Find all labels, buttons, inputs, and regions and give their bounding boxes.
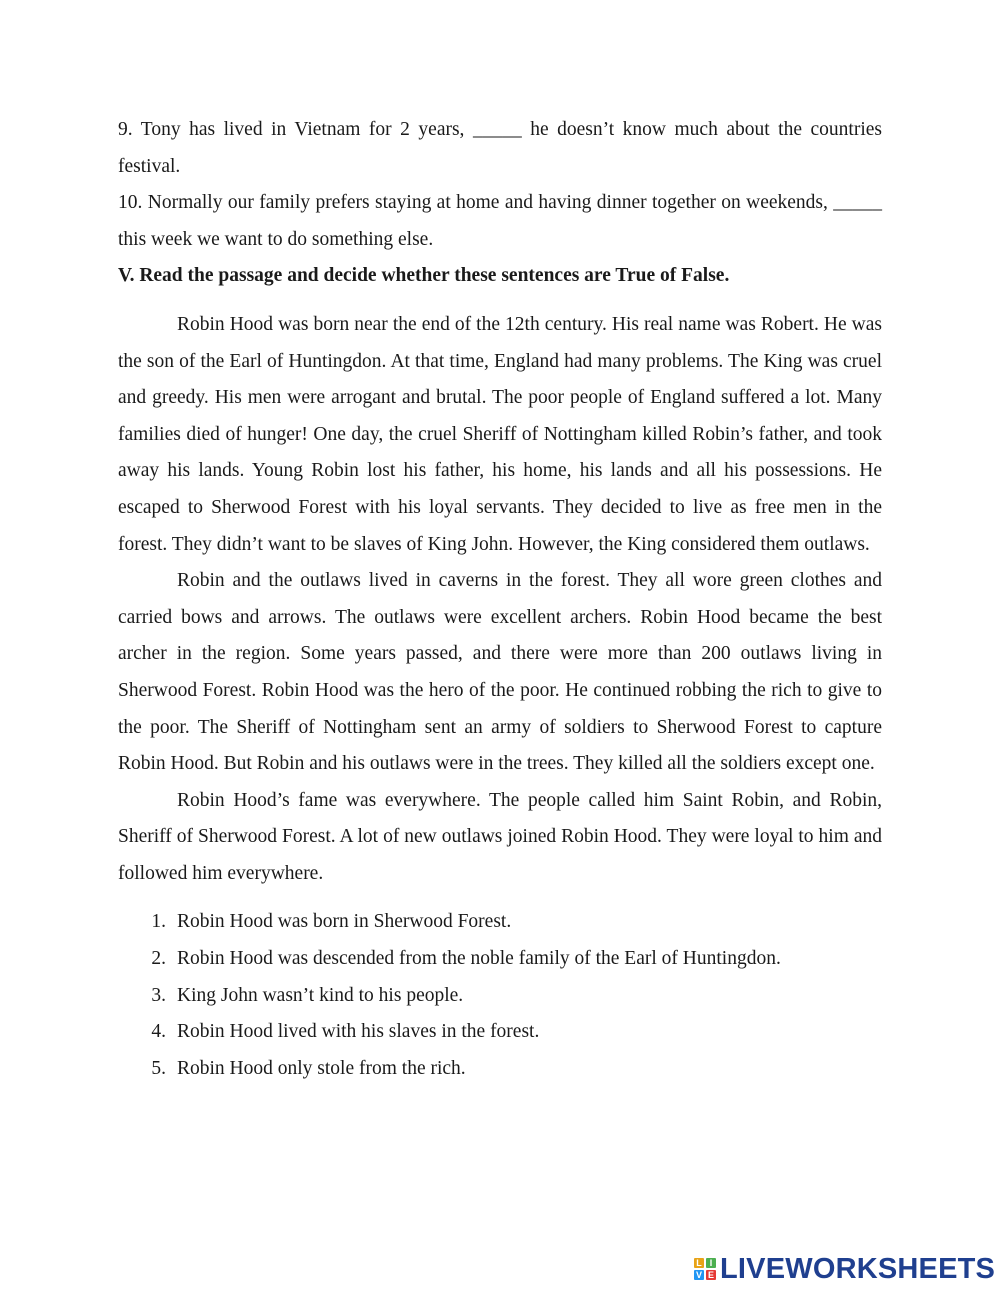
statement-text: Robin Hood was descended from the noble family of the Earl of Huntingdon. (177, 948, 781, 970)
logo-mark-icon (694, 1258, 716, 1280)
exercise-item-10: 10. Normally our family prefers staying at home and having dinner together on weekends, _____ this week we want to do something else. (118, 192, 882, 250)
statement-number: 5. (151, 1057, 166, 1079)
passage-paragraph-1: Robin Hood was born near the end of the 12th century. His real name was Robert. He was the son of the Earl of Huntingdon. At that time, England had many problems. The King was cruel and greedy. His men were arrogant and brutal. The poor people of England suffered a lot. Many families died of hunger! One day, the cruel Sheriff of Nottingham killed Robin’s father, and took away his lands. Young Robin lost his father, his home, his lands and all his possessions. He escaped to Sherwood Forest with his loyal servants. They decided to live as free men in the forest. They didn’t want to be slaves of King John. However, the King considered them outlaws. (118, 313, 882, 555)
section-v-heading: V. Read the passage and decide whether these sentences are True of False. (118, 265, 730, 287)
logo-wordmark: LIVEWORKSHEETS (720, 1252, 996, 1285)
statement-number: 4. (151, 1021, 166, 1043)
liveworksheets-logo (694, 1254, 995, 1284)
logo-letter: I (706, 1258, 716, 1268)
statement-2 (118, 941, 882, 978)
true-false-statements (118, 904, 882, 1087)
statement-5 (118, 1051, 882, 1088)
passage-paragraph-3: Robin Hood’s fame was everywhere. The people called him Saint Robin, and Robin, Sheriff of Sherwood Forest. A lot of new outlaws joined Robin Hood. They were loyal to him and followed him everywhere. (118, 789, 882, 884)
passage-paragraph-2: Robin and the outlaws lived in caverns in the forest. They all wore green clothes and carried bows and arrows. The outlaws were excellent archers. Robin Hood became the best archer in the region. Some years passed, and there were more than 200 outlaws living in Sherwood Forest. Robin Hood was the hero of the poor. He continued robbing the rich to give to the poor. The Sheriff of Nottingham sent an army of soldiers to Sherwood Forest to capture Robin Hood. But Robin and his outlaws were in the trees. They killed all the soldiers except one. (118, 570, 882, 775)
exercise-item-9: 9. Tony has lived in Vietnam for 2 years, _____ he doesn’t know much about the countries festival. (118, 119, 882, 177)
logo-letter: L (694, 1258, 704, 1268)
statement-text: King John wasn’t kind to his people. (177, 984, 464, 1006)
statement-3 (118, 978, 882, 1015)
worksheet-page (118, 112, 882, 1087)
statement-number: 1. (151, 911, 166, 933)
statement-4 (118, 1014, 882, 1051)
statement-1 (118, 904, 882, 941)
statement-text: Robin Hood lived with his slaves in the forest. (177, 1021, 540, 1043)
statement-number: 3. (151, 984, 166, 1006)
statement-number: 2. (151, 948, 166, 970)
statement-text: Robin Hood was born in Sherwood Forest. (177, 911, 512, 933)
logo-letter: V (695, 1270, 702, 1280)
reading-passage (118, 307, 882, 893)
logo-letter: E (707, 1270, 714, 1280)
statement-text: Robin Hood only stole from the rich. (177, 1057, 466, 1079)
